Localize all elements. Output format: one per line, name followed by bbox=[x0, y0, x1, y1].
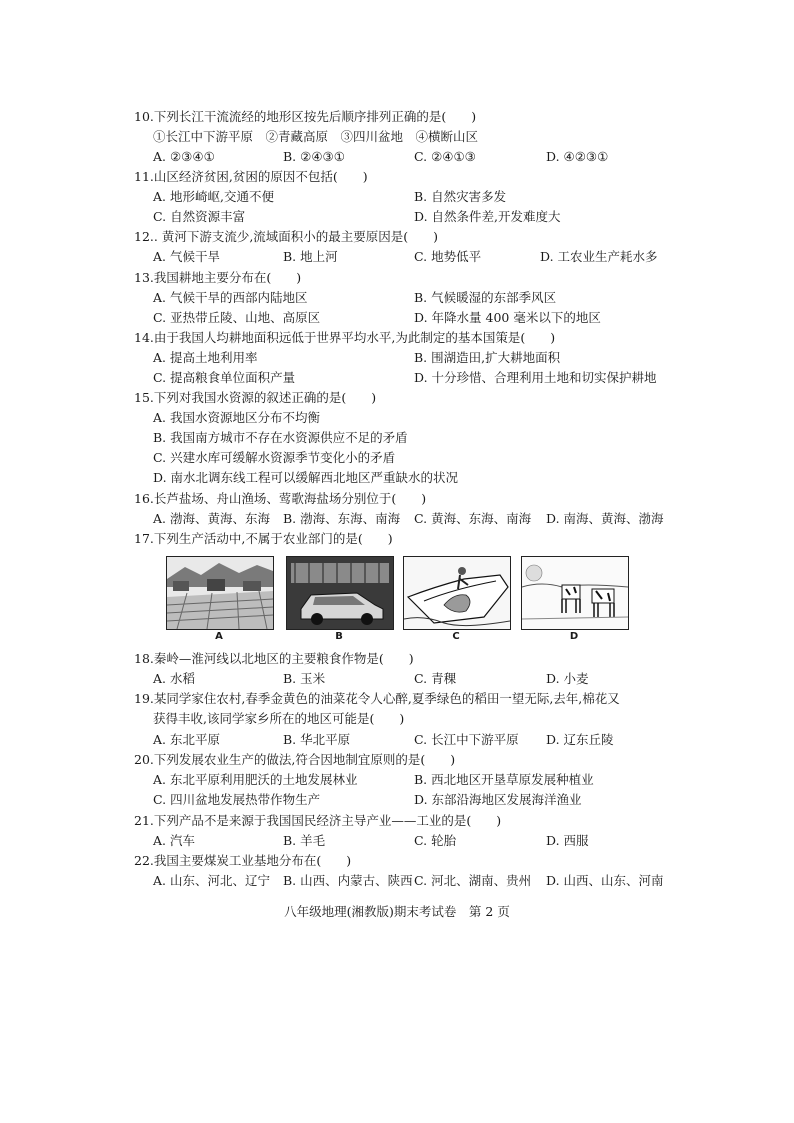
question-15-option-a: A. 我国水资源地区分布不均衡 bbox=[153, 410, 320, 425]
question-16-option-c: C. 黄海、东海、南海 bbox=[414, 511, 532, 526]
page-footer: 八年级地理(湘教版)期末考试卷 第 2 页 bbox=[284, 904, 510, 919]
question-20-option-c: C. 四川盆地发展热带作物生产 bbox=[153, 792, 321, 807]
question-18-option-c: C. 青稞 bbox=[414, 671, 457, 686]
question-21-option-a: A. 汽车 bbox=[153, 833, 195, 848]
question-16-option-a: A. 渤海、黄海、东海 bbox=[153, 511, 270, 526]
question-12-stem: 12.. 黄河下游支流少,流域面积小的最主要原因是( ) bbox=[134, 229, 439, 244]
question-21-option-b: B. 羊毛 bbox=[283, 833, 326, 848]
question-14-option-a: A. 提高土地利用率 bbox=[153, 350, 258, 365]
question-17-images bbox=[166, 556, 630, 642]
question-19-option-d: D. 辽东丘陵 bbox=[546, 732, 614, 747]
image-label-c: C bbox=[452, 631, 460, 642]
question-15-option-c: C. 兴建水库可缓解水资源季节变化小的矛盾 bbox=[153, 450, 396, 465]
image-label-d: D bbox=[569, 631, 579, 642]
question-16-option-d: D. 南海、黄海、渤海 bbox=[546, 511, 664, 526]
question-11-option-b: B. 自然灾害多发 bbox=[414, 189, 507, 204]
question-12-option-d: D. 工农业生产耗水多 bbox=[540, 249, 658, 264]
question-22-option-d: D. 山西、山东、河南 bbox=[546, 873, 664, 888]
question-20-option-b: B. 西北地区开垦草原发展种植业 bbox=[414, 772, 594, 787]
question-22-option-b: B. 山西、内蒙古、陕西 bbox=[283, 873, 413, 888]
question-19-stem: 19.某同学家住农村,春季金黄色的油菜花令人心醉,夏季绿色的稻田一望无际,去年,棉花又 bbox=[134, 691, 620, 706]
question-11-option-c: C. 自然资源丰富 bbox=[153, 209, 246, 224]
question-14-option-c: C. 提高粮食单位面积产量 bbox=[153, 370, 296, 385]
question-20-option-a: A. 东北平原利用肥沃的土地发展林业 bbox=[153, 772, 358, 787]
question-10-option-b: B. ②④③① bbox=[283, 149, 345, 164]
question-11-stem: 11.山区经济贫困,贫困的原因不包括( ) bbox=[134, 169, 368, 184]
question-16-option-b: B. 渤海、东海、南海 bbox=[283, 511, 401, 526]
question-20-option-d: D. 东部沿海地区发展海洋渔业 bbox=[414, 792, 582, 807]
question-11-option-d: D. 自然条件差,开发难度大 bbox=[414, 209, 561, 224]
image-label-b: B bbox=[335, 631, 343, 642]
question-10-option-c: C. ②④①③ bbox=[414, 149, 476, 164]
question-20-stem: 20.下列发展农业生产的做法,符合因地制宜原则的是( ) bbox=[134, 752, 456, 767]
question-18-option-d: D. 小麦 bbox=[546, 671, 589, 686]
question-10-option-d: D. ④②③① bbox=[546, 149, 609, 164]
question-10-items: ①长江中下游平原 ②青藏高原 ③四川盆地 ④横断山区 bbox=[153, 129, 479, 144]
question-19-option-b: B. 华北平原 bbox=[283, 732, 351, 747]
question-13-option-c: C. 亚热带丘陵、山地、高原区 bbox=[153, 310, 321, 325]
question-12-option-b: B. 地上河 bbox=[283, 249, 338, 264]
question-12-option-c: C. 地势低平 bbox=[414, 249, 482, 264]
question-21-option-d: D. 西服 bbox=[546, 833, 589, 848]
farmland-picture bbox=[166, 556, 274, 630]
question-19-stem-continued: 获得丰收,该同学家乡所在的地区可能是( ) bbox=[153, 711, 405, 726]
question-21-option-c: C. 轮胎 bbox=[414, 833, 457, 848]
question-21-stem: 21.下列产品不是来源于我国国民经济主导产业——工业的是( ) bbox=[134, 813, 502, 828]
question-15-option-d: D. 南水北调东线工程可以缓解西北地区严重缺水的状况 bbox=[153, 470, 459, 485]
question-13-option-b: B. 气候暖湿的东部季风区 bbox=[414, 290, 557, 305]
question-13-option-d: D. 年降水量 400 毫米以下的地区 bbox=[414, 310, 601, 325]
question-18-stem: 18.秦岭—淮河线以北地区的主要粮食作物是( ) bbox=[134, 651, 414, 666]
cattle-grazing-picture bbox=[521, 556, 629, 630]
car-assembly-illustration bbox=[287, 557, 393, 629]
cows-on-pasture-illustration bbox=[522, 557, 628, 629]
fishing-boat-illustration bbox=[404, 557, 510, 629]
fishing-boat-picture bbox=[403, 556, 511, 630]
question-10-stem: 10.下列长江干流流经的地形区按先后顺序排列正确的是( ) bbox=[134, 109, 477, 124]
question-22-stem: 22.我国主要煤炭工业基地分布在( ) bbox=[134, 853, 352, 868]
question-11-option-a: A. 地形崎岖,交通不便 bbox=[153, 189, 274, 204]
question-17-stem: 17.下列生产活动中,不属于农业部门的是( ) bbox=[134, 531, 393, 546]
question-22-option-c: C. 河北、湖南、贵州 bbox=[414, 873, 532, 888]
question-13-option-a: A. 气候干旱的西部内陆地区 bbox=[153, 290, 308, 305]
car-factory-picture bbox=[286, 556, 394, 630]
question-14-option-d: D. 十分珍惜、合理利用土地和切实保护耕地 bbox=[414, 370, 657, 385]
image-label-a: A bbox=[215, 631, 223, 642]
question-15-stem: 15.下列对我国水资源的叙述正确的是( ) bbox=[134, 390, 377, 405]
question-12-option-a: A. 气候干旱 bbox=[153, 249, 220, 264]
question-10-option-a: A. ②③④① bbox=[153, 149, 215, 164]
question-16-stem: 16.长芦盐场、舟山渔场、莺歌海盐场分别位于( ) bbox=[134, 491, 427, 506]
question-15-option-b: B. 我国南方城市不存在水资源供应不足的矛盾 bbox=[153, 430, 408, 445]
terraced-fields-illustration bbox=[167, 557, 273, 629]
question-18-option-b: B. 玉米 bbox=[283, 671, 326, 686]
question-19-option-c: C. 长江中下游平原 bbox=[414, 732, 519, 747]
question-18-option-a: A. 水稻 bbox=[153, 671, 195, 686]
question-14-stem: 14.由于我国人均耕地面积远低于世界平均水平,为此制定的基本国策是( ) bbox=[134, 330, 556, 345]
question-14-option-b: B. 围湖造田,扩大耕地面积 bbox=[414, 350, 561, 365]
question-22-option-a: A. 山东、河北、辽宁 bbox=[153, 873, 270, 888]
question-13-stem: 13.我国耕地主要分布在( ) bbox=[134, 270, 302, 285]
question-19-option-a: A. 东北平原 bbox=[153, 732, 220, 747]
